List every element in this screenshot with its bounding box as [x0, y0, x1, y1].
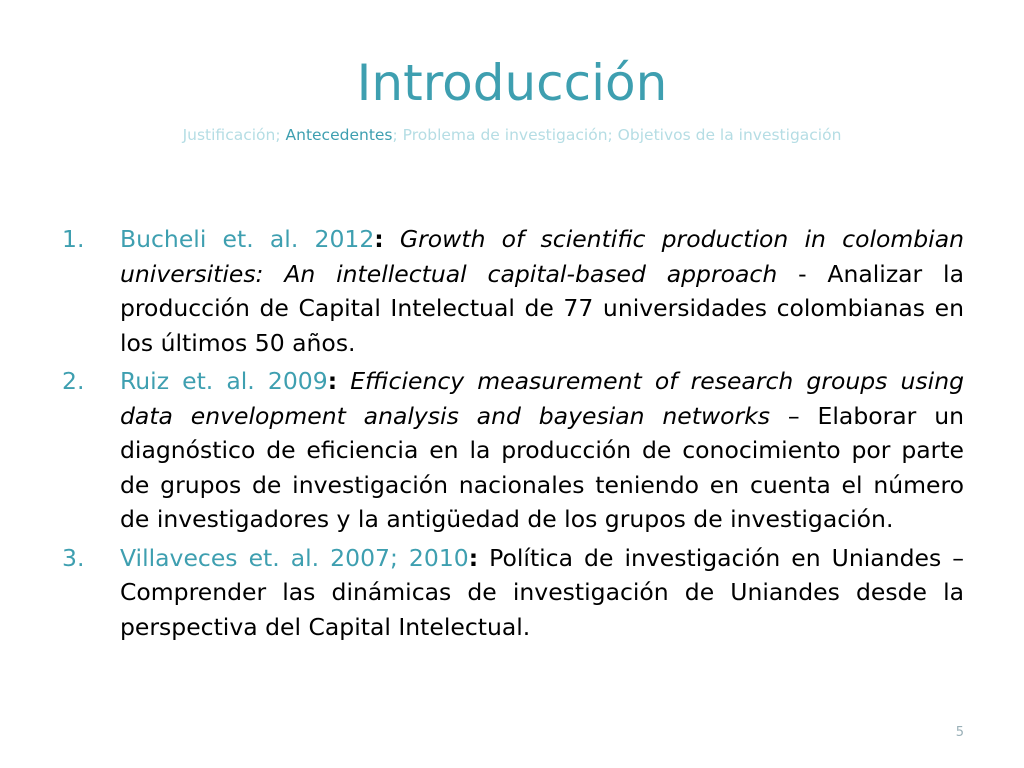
breadcrumb-before: Justificación; — [182, 126, 286, 144]
item-description: – Elaborar un diagnóstico de eficiencia en la producción de conocimiento por parte de grupos de investigación nacionales teniendo en cuenta el número de investigadores y la antigüedad de los grupos de investigación. — [120, 401, 964, 533]
section-breadcrumb — [0, 123, 1024, 147]
breadcrumb-after: ; Problema de investigación; Objetivos de la investigación — [392, 126, 842, 144]
item-number: 3. — [62, 543, 85, 572]
references-list — [62, 222, 964, 648]
slide-title: Introducción — [356, 54, 668, 112]
item-author: Ruiz et. al. 2009 — [120, 367, 328, 395]
list-item — [62, 222, 964, 360]
item-description: Política de investigación en Uniandes – Comprender las dinámicas de investigación de Uniandes desde la perspectiva del Capital Intelectual. — [120, 543, 964, 641]
item-colon: : — [468, 543, 479, 572]
breadcrumb-active-section: Antecedentes — [285, 126, 393, 144]
item-author: Bucheli et. al. 2012 — [120, 225, 375, 253]
item-colon: : — [327, 367, 338, 395]
item-author: Villaveces et. al. 2007; 2010 — [120, 543, 469, 572]
item-description: - Analizar la producción de Capital Intelectual de 77 universidades colombianas en los últimos 50 años. — [120, 259, 964, 357]
list-item — [62, 364, 964, 537]
item-colon: : — [374, 225, 384, 253]
item-number: 2. — [62, 367, 85, 395]
page-number: 5 — [955, 725, 964, 740]
item-work-title: Efficiency measurement of research groups using data envelopment analysis and bayesian networks — [120, 367, 964, 430]
item-work-title: Growth of scientific production in colombian universities: An intellectual capital-based approach — [120, 225, 964, 288]
item-number: 1. — [62, 225, 85, 253]
list-item — [62, 541, 964, 645]
